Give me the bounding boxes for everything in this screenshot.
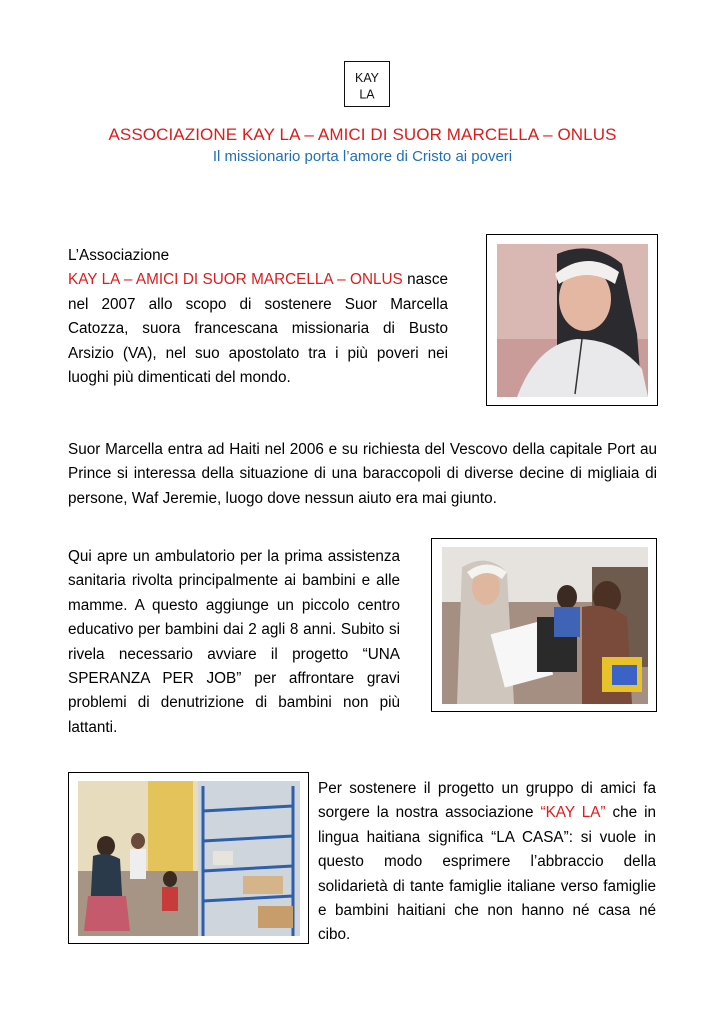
section-2-text: Suor Marcella entra ad Haiti nel 2006 e su richiesta del Vescovo della capitale Port au Prince si interessa della situazione di una baraccopoli di diverse decine di migliaia di persone, Waf Jeremie, luogo dove nessun aiuto era mai giunto. (68, 441, 657, 507)
section-1-text (68, 244, 448, 390)
nun-portrait-image (497, 244, 648, 397)
logo-line-1: KAY (355, 71, 379, 86)
section-3-text: Qui apre un ambulatorio per la prima assistenza sanitaria rivolta principalmente ai bambini e alle mamme. A questo aggiunge un piccolo centro educativo per bambini dai 2 agli 8 anni. Subito si rivela necessario avviare il progetto “UNA SPERANZA PER JOB” per affrontare gravi problemi di denutrizione di bambini non più lattanti. (68, 548, 400, 736)
logo-line-2: LA (359, 87, 375, 102)
section-1-body (68, 268, 448, 390)
storeroom-image (78, 781, 300, 936)
section-4-after: che in lingua haitiana significa “LA CASA”: si vuole in questo modo esprimere l’abbraccio della solidarietà di tante famiglie italiane verso famiglie e bambini haitiani che non hanno né casa né cibo. (318, 804, 656, 944)
section-1-rest: nel 2007 allo scopo di sostenere Suor Marcella Catozza, suora francescana missionaria di Busto Arsizio (VA), nel suo apostolato tra i più poveri nei luoghi più dimenticati del mondo. (68, 295, 448, 387)
section-4-before: Per sostenere il progetto un gruppo di amici fa sorgere la nostra associazione (318, 780, 656, 822)
page-subtitle: Il missionario porta l’amore di Cristo ai poveri (212, 148, 513, 165)
section-4-highlight: “KAY LA” (540, 804, 606, 822)
photo-storeroom (68, 772, 309, 944)
photo-nun-portrait (486, 234, 658, 406)
kay-la-logo (344, 61, 390, 107)
photo-clinic (431, 538, 657, 712)
clinic-image (442, 547, 648, 704)
section-1-intro: L’Associazione (68, 247, 170, 264)
section-1-after-name: nasce (402, 271, 448, 289)
section-4-text (318, 777, 656, 948)
page-title: ASSOCIAZIONE KAY LA – AMICI DI SUOR MARCELLA – ONLUS (108, 125, 617, 144)
org-name: KAY LA – AMICI DI SUOR MARCELLA – ONLUS (68, 271, 403, 289)
